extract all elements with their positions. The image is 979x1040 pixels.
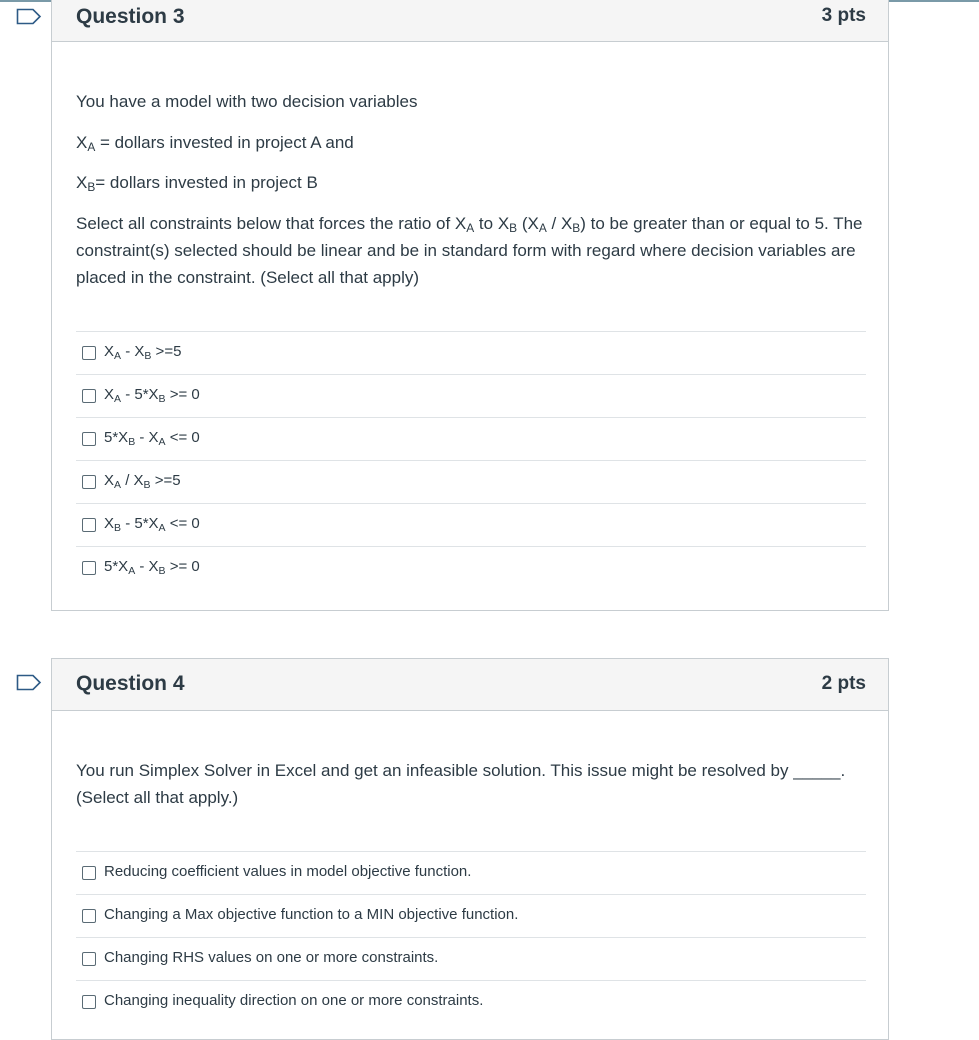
question-title: Question 4: [76, 672, 185, 695]
answer-checkbox[interactable]: [82, 346, 96, 360]
answer-list: [76, 851, 866, 1023]
question-instructions: Select all constraints below that forces the ratio of $X_A$ to $X_B$ $(X_A / X_B)$ to be greater than or equal to 5. The constraint(s) selected should be linear and be in standard form with regard where decision variables are placed in the constraint. (Select all that apply): [76, 214, 863, 287]
answer-label: $X_A - X_B >=5$: [104, 343, 182, 362]
answer-checkbox[interactable]: [82, 866, 96, 880]
answer-checkbox[interactable]: [82, 909, 96, 923]
answer-label: Reducing coefficient values in model objective function.: [104, 863, 472, 880]
question-3-card: [51, 0, 889, 611]
answer-checkbox[interactable]: [82, 475, 96, 489]
question-title: Question 3: [76, 5, 185, 28]
bookmark-flag-icon[interactable]: [16, 674, 42, 691]
question-4-header: [52, 659, 888, 711]
question-points: 3 pts: [821, 5, 866, 26]
answer-option[interactable]: [76, 981, 866, 1023]
answer-label: Changing a Max objective function to a MIN objective function.: [104, 906, 519, 923]
answer-option[interactable]: [76, 332, 866, 375]
answer-option[interactable]: [76, 504, 866, 547]
answer-option[interactable]: [76, 375, 866, 418]
bookmark-flag-icon[interactable]: [16, 8, 42, 25]
answer-option[interactable]: [76, 418, 866, 461]
answer-label: $X_A / X_B >=5$: [104, 472, 181, 491]
answer-checkbox[interactable]: [82, 518, 96, 532]
answer-checkbox[interactable]: [82, 389, 96, 403]
answer-checkbox[interactable]: [82, 952, 96, 966]
question-3-header: [52, 0, 888, 42]
answer-option[interactable]: [76, 895, 866, 938]
variable-a-definition: $X_A$ = dollars invested in project A and: [76, 133, 354, 154]
answer-option[interactable]: [76, 852, 866, 895]
question-intro: You have a model with two decision variables: [76, 92, 418, 111]
answer-label: $X_A - 5*X_B >= 0$: [104, 386, 200, 405]
answer-label: Changing RHS values on one or more constraints.: [104, 949, 439, 966]
answer-checkbox[interactable]: [82, 432, 96, 446]
question-4-card: [51, 658, 889, 1040]
answer-checkbox[interactable]: [82, 995, 96, 1009]
answer-option[interactable]: [76, 938, 866, 981]
answer-label: $5*X_A - X_B >= 0$: [104, 558, 200, 577]
answer-option[interactable]: [76, 547, 866, 589]
answer-label: $X_B - 5*X_A <= 0$: [104, 515, 200, 534]
question-prompt: You run Simplex Solver in Excel and get an infeasible solution. This issue might be resolved by _____. (Select all that apply.): [76, 761, 846, 807]
answer-checkbox[interactable]: [82, 561, 96, 575]
answer-list: [76, 331, 866, 589]
question-points: 2 pts: [821, 673, 866, 694]
answer-label: Changing inequality direction on one or more constraints.: [104, 992, 484, 1009]
variable-b-definition: $X_B=$ dollars invested in project B: [76, 173, 318, 194]
answer-label: $5*X_B - X_A <= 0$: [104, 429, 200, 448]
answer-option[interactable]: [76, 461, 866, 504]
